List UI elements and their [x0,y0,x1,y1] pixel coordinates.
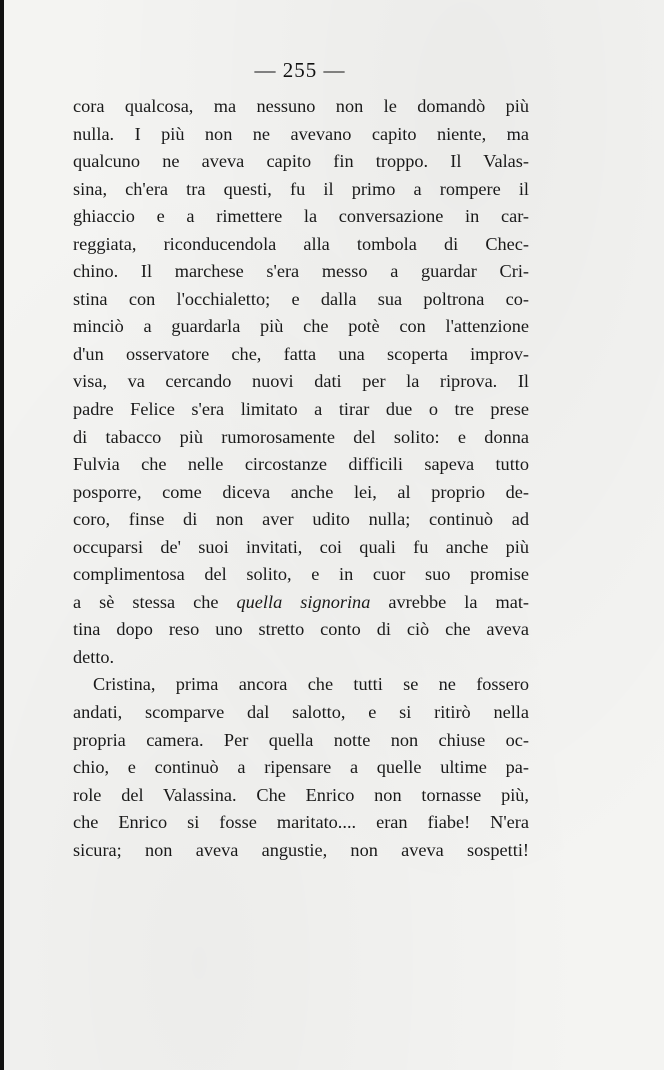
text-line: sicura; non aveva angustie, non aveva sospetti! [73,839,529,860]
text-line: posporre, come diceva anche lei, al proprio de- [73,481,529,502]
text-line: che Enrico si fosse maritato.... eran fiabe! N'era [73,812,529,833]
text-line: chino. Il marchese s'era messo a guardar Cri- [73,261,529,282]
body-text [73,93,529,864]
text-line: tina dopo reso uno stretto conto di ciò che aveva [73,619,529,640]
text-line: chio, e continuò a ripensare a quelle ultime pa- [73,757,529,778]
text-line: minciò a guardarla più che potè con l'attenzione [73,316,529,337]
text-segment: avrebbe la mat- [370,591,529,612]
text-line: ghiaccio e a rimettere la conversazione in car- [73,206,529,227]
text-line: andati, scomparve dal salotto, e si ritirò nella [73,702,529,723]
text-line: occuparsi de' suoi invitati, coi quali fu anche più [73,536,529,557]
text-line: sina, ch'era tra questi, fu il primo a rompere il [73,178,529,199]
text-line: Fulvia che nelle circostanze difficili sapeva tutto [73,454,529,475]
text-line-with-italic [73,589,529,617]
page-binding-edge [0,0,4,1070]
text-line: detto. [73,646,115,667]
text-line: cora qualcosa, ma nessuno non le domandò più [73,96,529,116]
text-line: propria camera. Per quella notte non chiuse oc- [73,729,529,750]
text-line: padre Felice s'era limitato a tirar due o tre prese [73,399,529,420]
text-line: visa, va cercando nuovi dati per la riprova. Il [73,371,529,392]
text-line: complimentosa del solito, e in cuor suo promise [73,564,529,585]
text-line: stina con l'occhialetto; e dalla sua poltrona co- [73,288,529,309]
text-line: role del Valassina. Che Enrico non tornasse più, [73,784,529,805]
italic-phrase: quella signorina [236,591,371,612]
text-line: reggiata, riconducendola alla tombola di Chec- [73,233,529,254]
text-line: nulla. I più non ne avevano capito niente, ma [73,123,529,144]
text-line: coro, finse di non aver udito nulla; continuò ad [73,509,529,530]
text-line: qualcuno ne aveva capito fin troppo. Il Valas- [73,151,529,172]
text-line: d'un osservatore che, fatta una scoperta improv- [73,343,529,364]
text-line: Cristina, prima ancora che tutti se ne fossero [93,674,529,695]
page-number: — 255 — [254,58,346,82]
text-segment: a sè stessa che [73,591,237,612]
text-line: di tabacco più rumorosamente del solito: e donna [73,426,529,447]
